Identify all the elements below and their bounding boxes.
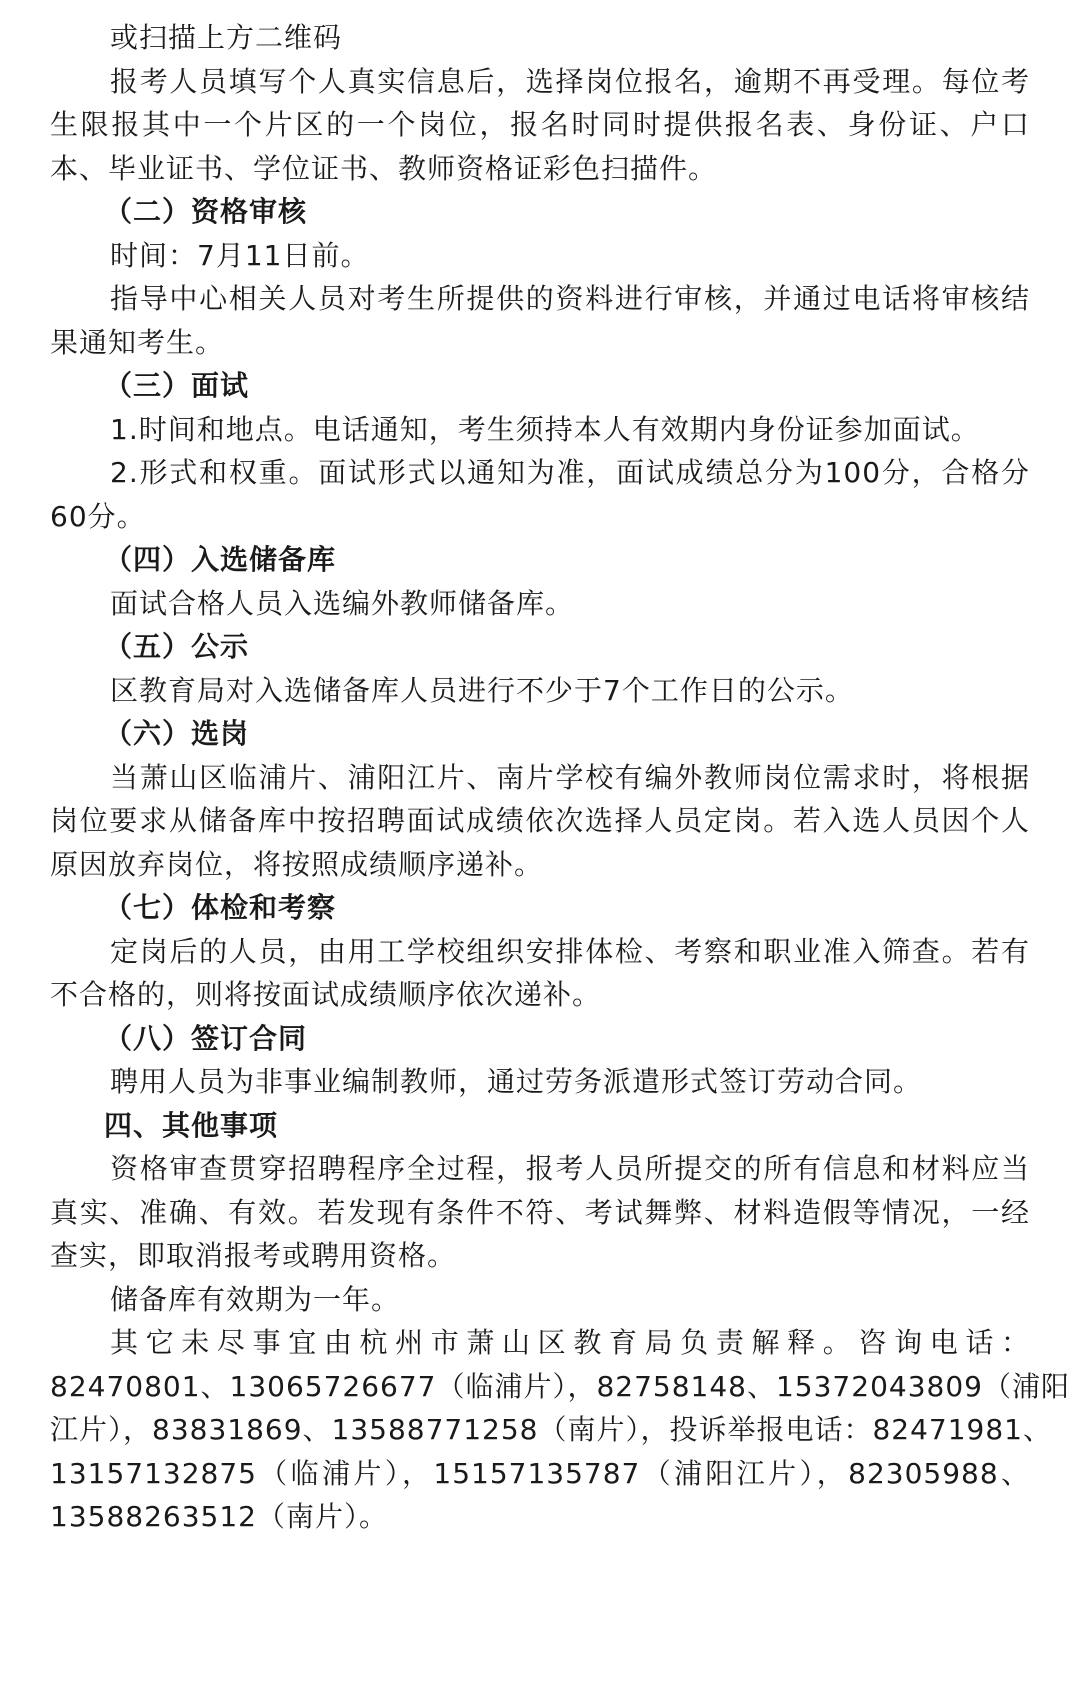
- paragraph-line: 本、毕业证书、学位证书、教师资格证彩色扫描件。: [50, 151, 718, 185]
- paragraph-line: 指导中心相关人员对考生所提供的资料进行审核，并通过电话将审核结: [110, 282, 1030, 315]
- paragraph-line: 或扫描上方二维码: [110, 21, 343, 54]
- paragraph-line: 聘用人员为非事业编制教师，通过劳务派遣形式签订劳动合同。: [110, 1065, 923, 1098]
- section-heading: （五）公示: [104, 630, 250, 663]
- paragraph-line: 江片），83831869、13588771258（南片），投诉举报电话：82471981、: [50, 1413, 1052, 1446]
- paragraph-line: 报考人员填写个人真实信息后，选择岗位报名，逾期不再受理。每位考: [110, 64, 1030, 98]
- paragraph-line: 查实，即取消报考或聘用资格。: [50, 1239, 457, 1272]
- section-heading: （四）入选储备库: [104, 543, 337, 576]
- paragraph-line: 2.形式和权重。面试形式以通知为准，面试成绩总分为100分，合格分: [110, 456, 1030, 489]
- paragraph-line: 时间：7月11日前。: [110, 238, 370, 272]
- paragraph-line: 13588263512（南片）。: [50, 1500, 388, 1533]
- section-heading: 四、其他事项: [104, 1108, 279, 1142]
- section-heading: （二）资格审核: [104, 195, 308, 228]
- section-heading: （八）签订合同: [104, 1021, 308, 1055]
- paragraph-line: 其它未尽事宜由杭州市萧山区教育局负责解释。咨询电话：: [110, 1326, 1030, 1359]
- paragraph-line: 岗位要求从储备库中按招聘面试成绩依次选择人员定岗。若入选人员因个人: [50, 804, 1030, 837]
- section-heading: （六）选岗: [104, 717, 250, 750]
- section-heading: （七）体检和考察: [104, 891, 337, 924]
- paragraph-line: 资格审查贯穿招聘程序全过程，报考人员所提交的所有信息和材料应当: [110, 1152, 1030, 1185]
- paragraph-line: 区教育局对入选储备库人员进行不少于7个工作日的公示。: [110, 673, 854, 707]
- paragraph-line: 面试合格人员入选编外教师储备库。: [110, 586, 575, 620]
- paragraph-line: 13157132875（临浦片），15157135787（浦阳江片），82305988、: [50, 1456, 1030, 1490]
- paragraph-line: 定岗后的人员，由用工学校组织安排体检、考察和职业准入筛查。若有: [110, 934, 1030, 968]
- paragraph-line: 82470801、13065726677（临浦片），82758148、15372043809（浦阳: [50, 1369, 1070, 1403]
- paragraph-line: 原因放弃岗位，将按照成绩顺序递补。: [50, 847, 544, 881]
- section-heading: （三）面试: [104, 369, 250, 402]
- paragraph-line: 不合格的，则将按面试成绩顺序依次递补。: [50, 978, 602, 1011]
- paragraph-line: 真实、准确、有效。若发现有条件不符、考试舞弊、材料造假等情况，一经: [50, 1195, 1030, 1229]
- paragraph-line: 当萧山区临浦片、浦阳江片、南片学校有编外教师岗位需求时，将根据: [110, 760, 1030, 794]
- paragraph-line: 储备库有效期为一年。: [110, 1282, 401, 1316]
- paragraph-line: 果通知考生。: [50, 325, 225, 359]
- paragraph-line: 60分。: [50, 499, 146, 533]
- paragraph-line: 1.时间和地点。电话通知，考生须持本人有效期内身份证参加面试。: [110, 412, 980, 446]
- paragraph-line: 生限报其中一个片区的一个岗位，报名时同时提供报名表、身份证、户口: [50, 108, 1030, 141]
